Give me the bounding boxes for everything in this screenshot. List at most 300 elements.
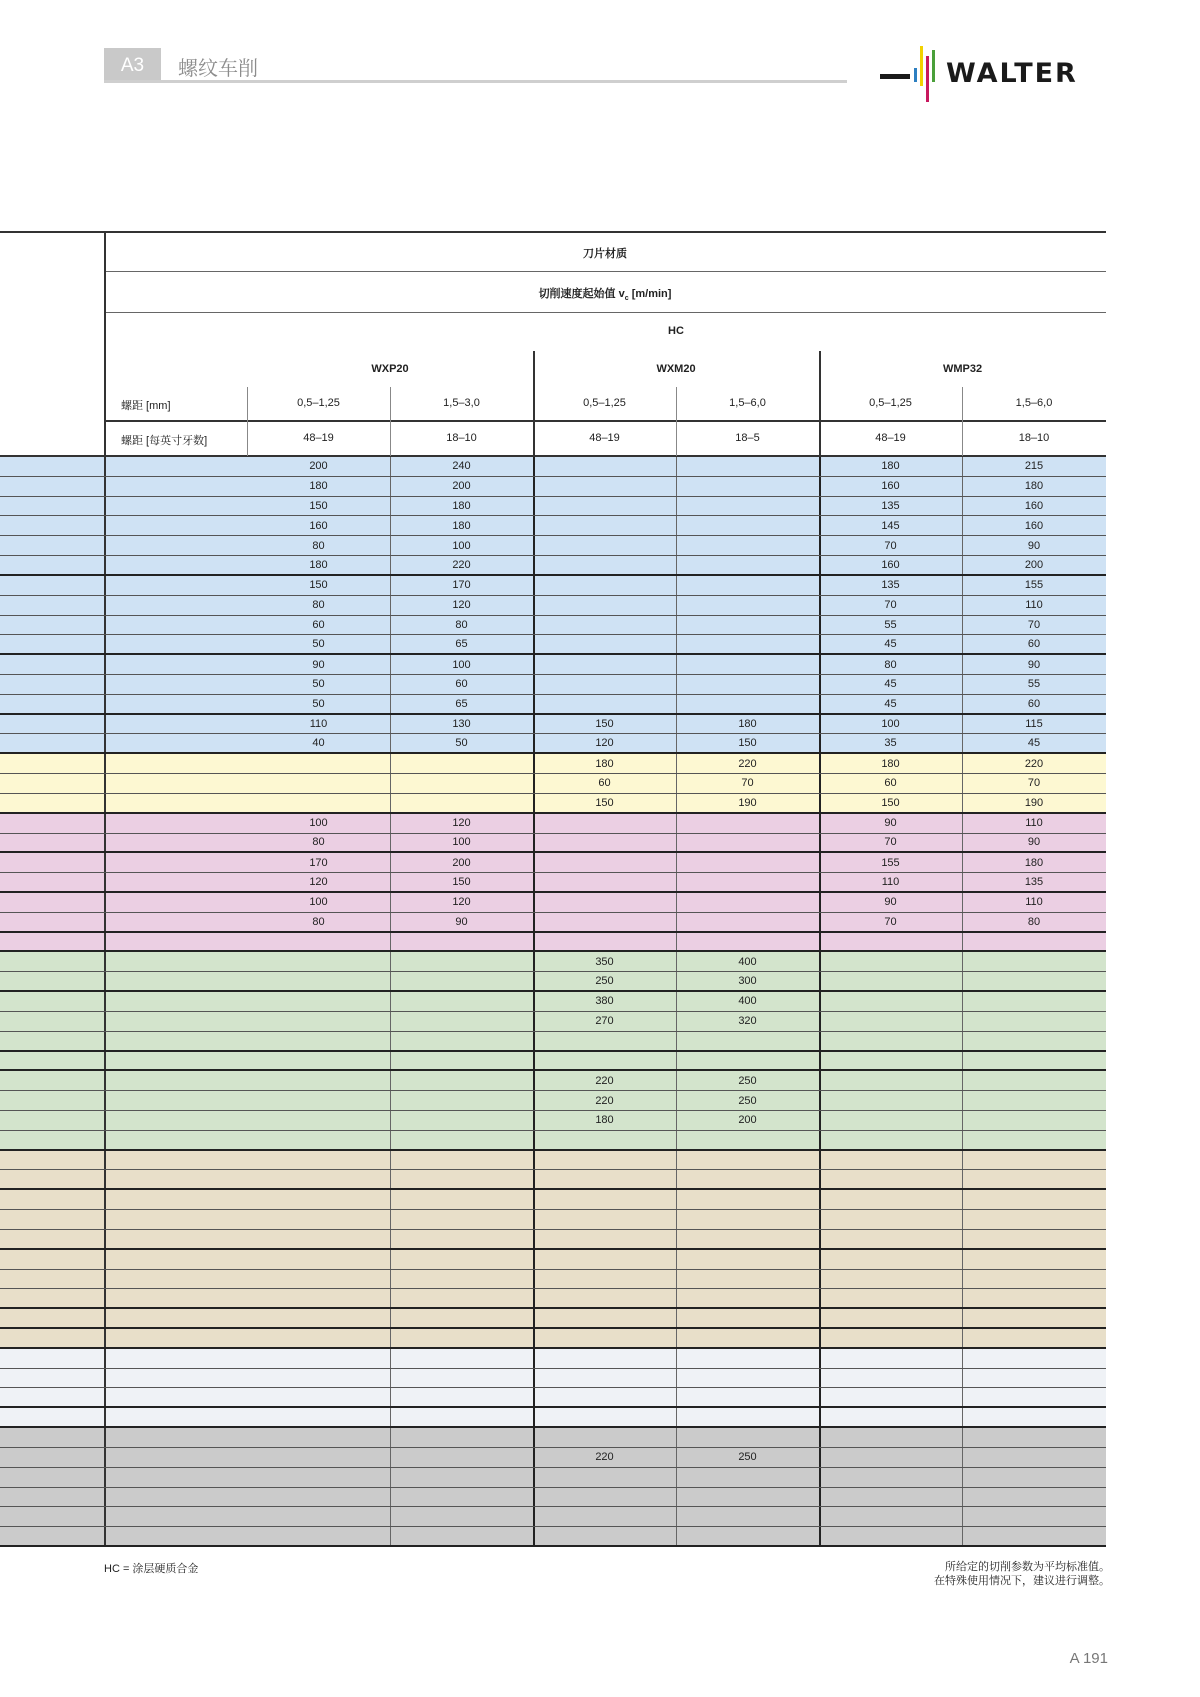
speed-cell xyxy=(962,1468,1106,1487)
speed-cell xyxy=(533,675,676,694)
speed-cell xyxy=(533,1230,676,1248)
speed-cell: 250 xyxy=(738,1451,757,1464)
speed-cell xyxy=(247,992,390,1011)
speed-cell xyxy=(676,1527,819,1545)
speed-cell xyxy=(819,1170,962,1188)
speed-cell xyxy=(676,675,819,694)
speed-cell xyxy=(390,1488,533,1507)
speed-cell xyxy=(247,1091,390,1110)
speed-cell xyxy=(962,1190,1106,1209)
speed-cell: 160 xyxy=(309,519,328,532)
table-row xyxy=(0,516,1106,536)
speed-cell xyxy=(819,972,962,990)
speed-cell xyxy=(962,1428,1106,1447)
speed-cell xyxy=(390,1408,533,1426)
section-code: A3 xyxy=(104,48,161,83)
logo-text: WALTER xyxy=(946,58,1078,89)
speed-cell xyxy=(962,972,1106,990)
speed-cell: 110 xyxy=(1025,817,1043,830)
speed-cell: 135 xyxy=(1024,876,1044,889)
speed-cell xyxy=(676,1250,819,1269)
speed-cell: 145 xyxy=(881,519,900,532)
speed-cell xyxy=(819,1032,962,1050)
pitch-mm-cell: 0,5–1,25 xyxy=(869,397,912,409)
speed-cell: 160 xyxy=(881,480,900,493)
speed-cell: 150 xyxy=(738,737,757,750)
speed-cell: 70 xyxy=(1027,618,1041,631)
speed-cell: 150 xyxy=(595,718,614,731)
speed-cell: 120 xyxy=(309,876,328,889)
speed-cell: 170 xyxy=(452,579,471,592)
table-row xyxy=(0,1468,1106,1488)
table-row xyxy=(0,834,1106,854)
speed-cell xyxy=(533,1329,676,1347)
speed-cell xyxy=(390,1190,533,1209)
speed-cell: 180 xyxy=(452,500,471,513)
speed-cell xyxy=(390,1111,533,1130)
speed-cell xyxy=(819,1131,962,1149)
speed-cell: 100 xyxy=(452,658,471,671)
speed-cell: 180 xyxy=(1024,480,1044,493)
speed-cell xyxy=(390,794,533,812)
speed-cell xyxy=(962,1349,1106,1368)
pitch-tpi-cell: 18–10 xyxy=(1018,432,1050,444)
speed-cell xyxy=(819,1230,962,1248)
speed-cell: 190 xyxy=(1024,796,1044,809)
speed-cell xyxy=(962,1488,1106,1507)
speed-cell: 40 xyxy=(312,737,325,750)
speed-cell: 240 xyxy=(452,460,471,473)
speed-cell xyxy=(819,1329,962,1347)
table-row xyxy=(0,1488,1106,1508)
speed-cell: 100 xyxy=(309,817,328,830)
speed-cell xyxy=(962,1408,1106,1426)
speed-cell: 160 xyxy=(1024,519,1044,532)
speed-cell xyxy=(247,1369,390,1388)
speed-cell: 100 xyxy=(452,836,471,849)
speed-cell: 45 xyxy=(884,678,897,691)
speed-cell xyxy=(962,1270,1106,1289)
speed-cell xyxy=(533,1270,676,1289)
speed-cell: 80 xyxy=(312,599,325,612)
pitch-mm-cell: 1,5–6,0 xyxy=(729,397,766,409)
table-row xyxy=(0,1230,1106,1250)
table-row xyxy=(0,1428,1106,1448)
speed-cell: 45 xyxy=(884,638,897,651)
header-grade-family: HC xyxy=(668,325,684,337)
speed-cell xyxy=(533,1408,676,1426)
speed-cell: 170 xyxy=(309,856,328,869)
speed-cell xyxy=(962,933,1106,951)
speed-cell xyxy=(676,536,819,555)
speed-cell xyxy=(390,754,533,773)
speed-cell: 400 xyxy=(738,955,757,968)
speed-cell xyxy=(533,853,676,872)
speed-cell xyxy=(533,834,676,852)
speed-cell xyxy=(676,1289,819,1307)
table-top-rule xyxy=(0,231,1106,233)
speed-cell xyxy=(390,992,533,1011)
speed-cell xyxy=(247,1032,390,1050)
speed-cell: 55 xyxy=(884,618,897,631)
table-row xyxy=(0,457,1106,477)
speed-cell xyxy=(390,1151,533,1170)
speed-cell xyxy=(247,1250,390,1269)
speed-cell xyxy=(533,596,676,615)
grade-wxp20: WXP20 xyxy=(371,363,409,375)
speed-cell: 50 xyxy=(455,737,468,750)
speed-cell: 60 xyxy=(1027,697,1041,710)
speed-cell: 55 xyxy=(1027,678,1041,691)
speed-cell: 180 xyxy=(595,757,614,770)
table-row xyxy=(0,675,1106,695)
speed-cell xyxy=(247,1388,390,1406)
speed-cell xyxy=(247,1329,390,1347)
speed-cell xyxy=(533,1527,676,1545)
speed-cell xyxy=(390,1032,533,1050)
speed-cell xyxy=(533,1468,676,1487)
speed-cell xyxy=(533,1428,676,1447)
speed-cell xyxy=(676,1052,819,1070)
speed-cell xyxy=(819,1408,962,1426)
speed-cell: 200 xyxy=(738,1114,757,1127)
speed-cell xyxy=(247,1170,390,1188)
speed-cell xyxy=(676,814,819,833)
speed-cell xyxy=(962,992,1106,1011)
speed-cell xyxy=(533,1369,676,1388)
speed-cell xyxy=(533,616,676,635)
speed-cell xyxy=(533,516,676,535)
speed-cell: 180 xyxy=(738,718,757,731)
speed-cell xyxy=(247,1507,390,1526)
speed-cell xyxy=(247,774,390,793)
speed-cell xyxy=(676,1408,819,1426)
table-row xyxy=(0,715,1106,735)
speed-cell: 220 xyxy=(738,757,757,770)
speed-cell xyxy=(819,1012,962,1031)
speed-cell xyxy=(533,913,676,931)
speed-cell xyxy=(247,1270,390,1289)
speed-cell: 220 xyxy=(452,558,471,571)
table-row xyxy=(0,1151,1106,1171)
speed-cell: 90 xyxy=(884,896,897,909)
speed-cell: 220 xyxy=(595,1451,614,1464)
table-row xyxy=(0,992,1106,1012)
speed-cell xyxy=(533,635,676,653)
table-row xyxy=(0,1170,1106,1190)
speed-cell: 155 xyxy=(881,856,900,869)
speed-cell xyxy=(676,596,819,615)
speed-cell xyxy=(676,1507,819,1526)
speed-cell xyxy=(819,1270,962,1289)
pitch-tpi-cell: 18–5 xyxy=(735,432,760,444)
speed-cell xyxy=(962,1071,1106,1090)
speed-cell: 180 xyxy=(881,460,900,473)
speed-cell: 250 xyxy=(595,975,614,988)
grade-wmp32: WMP32 xyxy=(942,363,983,375)
speed-cell xyxy=(676,1170,819,1188)
table-row xyxy=(0,1250,1106,1270)
speed-cell xyxy=(247,1448,390,1467)
speed-cell xyxy=(247,952,390,971)
speed-cell xyxy=(819,1052,962,1070)
speed-cell: 115 xyxy=(1025,718,1043,731)
speed-cell xyxy=(533,1170,676,1188)
speed-cell xyxy=(962,1230,1106,1248)
speed-cell xyxy=(247,972,390,990)
speed-cell xyxy=(676,1190,819,1209)
table-row xyxy=(0,734,1106,754)
speed-cell xyxy=(247,933,390,951)
speed-cell xyxy=(819,1091,962,1110)
table-row xyxy=(0,972,1106,992)
speed-cell xyxy=(819,1250,962,1269)
table-row xyxy=(0,933,1106,953)
speed-cell xyxy=(533,893,676,912)
speed-cell xyxy=(676,497,819,516)
speed-cell xyxy=(819,1369,962,1388)
speed-cell xyxy=(819,1527,962,1545)
speed-cell: 135 xyxy=(881,579,900,592)
section-title: 螺纹车削 xyxy=(178,58,258,80)
pitch-mm-label: 螺距 [mm] xyxy=(121,400,171,412)
speed-cell xyxy=(247,1210,390,1229)
footnote xyxy=(934,1560,1110,1588)
speed-cell xyxy=(533,873,676,891)
speed-cell xyxy=(676,1032,819,1050)
page-number: A 191 xyxy=(1069,1650,1108,1667)
speed-cell xyxy=(819,1111,962,1130)
speed-cell: 200 xyxy=(309,460,328,473)
table-row xyxy=(0,616,1106,636)
speed-cell xyxy=(390,1448,533,1467)
speed-cell xyxy=(962,1170,1106,1188)
table-row xyxy=(0,1091,1106,1111)
header-insert-material: 刀片材质 xyxy=(583,248,627,260)
speed-cell xyxy=(819,1309,962,1327)
speed-cell xyxy=(676,893,819,912)
speed-cell: 180 xyxy=(309,558,328,571)
speed-cell: 110 xyxy=(1025,896,1043,909)
table-row xyxy=(0,774,1106,794)
speed-cell xyxy=(390,1091,533,1110)
table-row xyxy=(0,1052,1106,1072)
speed-cell xyxy=(676,1131,819,1149)
speed-cell: 150 xyxy=(881,796,900,809)
speed-cell xyxy=(676,913,819,931)
speed-cell: 150 xyxy=(595,796,614,809)
speed-cell: 180 xyxy=(595,1114,614,1127)
speed-cell: 160 xyxy=(881,558,900,571)
speed-cell xyxy=(819,1289,962,1307)
speed-cell xyxy=(390,1230,533,1248)
speed-cell: 60 xyxy=(1027,638,1041,651)
speed-cell xyxy=(533,477,676,496)
speed-cell xyxy=(676,1329,819,1347)
table-row xyxy=(0,1329,1106,1349)
table-row xyxy=(0,576,1106,596)
pitch-mm-cell: 0,5–1,25 xyxy=(297,397,340,409)
speed-cell: 70 xyxy=(884,599,897,612)
table-row xyxy=(0,1309,1106,1329)
speed-cell xyxy=(676,477,819,496)
footnote-line-1: 所给定的切削参数为平均标准值。 xyxy=(945,1561,1110,1573)
speed-cell xyxy=(247,1408,390,1426)
speed-cell: 220 xyxy=(1024,757,1044,770)
header-cutting-speed: 切削速度起始值 $v_c$ [m/min] xyxy=(538,288,672,303)
speed-cell: 200 xyxy=(452,480,471,493)
table-row xyxy=(0,794,1106,814)
speed-cell: 80 xyxy=(455,618,468,631)
header-rule xyxy=(104,80,847,83)
speed-cell xyxy=(676,1230,819,1248)
speed-cell: 180 xyxy=(309,480,328,493)
speed-cell xyxy=(962,1369,1106,1388)
speed-cell xyxy=(962,1388,1106,1406)
speed-cell xyxy=(819,1190,962,1209)
speed-cell xyxy=(819,1349,962,1368)
speed-cell: 60 xyxy=(312,618,325,631)
speed-cell xyxy=(819,1468,962,1487)
speed-cell xyxy=(676,1468,819,1487)
speed-cell xyxy=(533,1507,676,1526)
table-row xyxy=(0,1111,1106,1131)
speed-cell xyxy=(676,1369,819,1388)
speed-cell xyxy=(962,1052,1106,1070)
table-row xyxy=(0,1210,1106,1230)
speed-cell: 160 xyxy=(1024,500,1044,513)
speed-cell: 180 xyxy=(1024,856,1044,869)
speed-cell xyxy=(390,1507,533,1526)
speed-cell xyxy=(390,1527,533,1545)
speed-cell: 300 xyxy=(738,975,757,988)
speed-cell xyxy=(390,1131,533,1149)
speed-cell xyxy=(247,1488,390,1507)
speed-cell: 200 xyxy=(452,856,471,869)
table-row xyxy=(0,536,1106,556)
speed-cell xyxy=(676,556,819,574)
speed-cell: 70 xyxy=(741,777,754,790)
speed-cell xyxy=(247,1012,390,1031)
speed-cell: 90 xyxy=(1027,836,1041,849)
speed-cell xyxy=(819,1210,962,1229)
speed-cell xyxy=(962,1309,1106,1327)
speed-cell xyxy=(390,1349,533,1368)
footnote-line-2: 在特殊使用情况下，建议进行调整。 xyxy=(934,1575,1110,1587)
speed-cell xyxy=(390,1012,533,1031)
speed-cell xyxy=(390,933,533,951)
speed-cell xyxy=(962,1151,1106,1170)
speed-cell: 150 xyxy=(309,579,328,592)
table-row xyxy=(0,1270,1106,1290)
speed-cell xyxy=(962,1289,1106,1307)
speed-cell: 90 xyxy=(1027,539,1041,552)
pitch-tpi-cell: 18–10 xyxy=(446,432,477,444)
speed-cell: 120 xyxy=(452,817,471,830)
pitch-mm-cell: 1,5–6,0 xyxy=(1015,397,1053,409)
table-row xyxy=(0,1131,1106,1151)
speed-cell: 90 xyxy=(884,817,897,830)
table-row xyxy=(0,655,1106,675)
table-row xyxy=(0,873,1106,893)
speed-cell xyxy=(247,1230,390,1248)
speed-cell xyxy=(533,576,676,595)
table-row xyxy=(0,1408,1106,1428)
speed-cell xyxy=(247,1052,390,1070)
speed-cell xyxy=(676,873,819,891)
speed-cell: 80 xyxy=(884,658,897,671)
speed-cell: 120 xyxy=(452,896,471,909)
speed-cell: 80 xyxy=(312,539,325,552)
pitch-mm-cell: 0,5–1,25 xyxy=(583,397,626,409)
speed-cell xyxy=(247,1131,390,1149)
speed-cell xyxy=(390,1309,533,1327)
speed-cell xyxy=(962,1210,1106,1229)
legend-hc: HC = 涂层硬质合金 xyxy=(104,1563,199,1575)
speed-cell xyxy=(247,1111,390,1130)
speed-cell: 110 xyxy=(881,876,900,889)
table-row xyxy=(0,893,1106,913)
walter-logo xyxy=(880,44,1110,104)
speed-cell: 350 xyxy=(595,955,614,968)
speed-cell xyxy=(819,952,962,971)
grade-wxm20: WXM20 xyxy=(656,363,696,375)
table-row xyxy=(0,1527,1106,1547)
speed-cell xyxy=(247,1190,390,1209)
speed-cell xyxy=(247,794,390,812)
speed-cell xyxy=(676,1388,819,1406)
speed-cell xyxy=(676,576,819,595)
speed-cell xyxy=(819,1507,962,1526)
speed-cell: 180 xyxy=(881,757,900,770)
speed-cell xyxy=(247,1289,390,1307)
speed-cell xyxy=(533,1190,676,1209)
speed-cell: 70 xyxy=(884,539,897,552)
speed-cell xyxy=(819,1151,962,1170)
speed-cell xyxy=(390,952,533,971)
speed-cell xyxy=(247,754,390,773)
speed-cell xyxy=(533,1052,676,1070)
table-row xyxy=(0,1507,1106,1527)
speed-cell xyxy=(390,1250,533,1269)
speed-cell xyxy=(676,1349,819,1368)
speed-cell: 380 xyxy=(595,995,614,1008)
speed-cell xyxy=(533,1349,676,1368)
speed-cell: 100 xyxy=(881,718,900,731)
speed-cell xyxy=(247,1428,390,1447)
speed-cell xyxy=(676,1151,819,1170)
speed-cell: 250 xyxy=(738,1074,757,1087)
speed-cell: 45 xyxy=(884,697,897,710)
speed-cell xyxy=(962,1091,1106,1110)
table-row xyxy=(0,556,1106,576)
speed-cell: 200 xyxy=(1024,558,1044,571)
speed-cell: 60 xyxy=(884,777,897,790)
speed-cell: 320 xyxy=(738,1015,757,1028)
speed-cell xyxy=(390,1210,533,1229)
speed-cell: 220 xyxy=(595,1074,614,1087)
table-row xyxy=(0,477,1106,497)
speed-cell xyxy=(390,1071,533,1090)
speed-cell: 150 xyxy=(309,500,328,513)
speed-cell xyxy=(247,1071,390,1090)
speed-cell: 130 xyxy=(452,718,471,731)
speed-cell xyxy=(390,1428,533,1447)
speed-cell: 110 xyxy=(309,718,328,731)
speed-cell: 155 xyxy=(1024,579,1044,592)
speed-cell xyxy=(676,1270,819,1289)
speed-cell xyxy=(247,1468,390,1487)
